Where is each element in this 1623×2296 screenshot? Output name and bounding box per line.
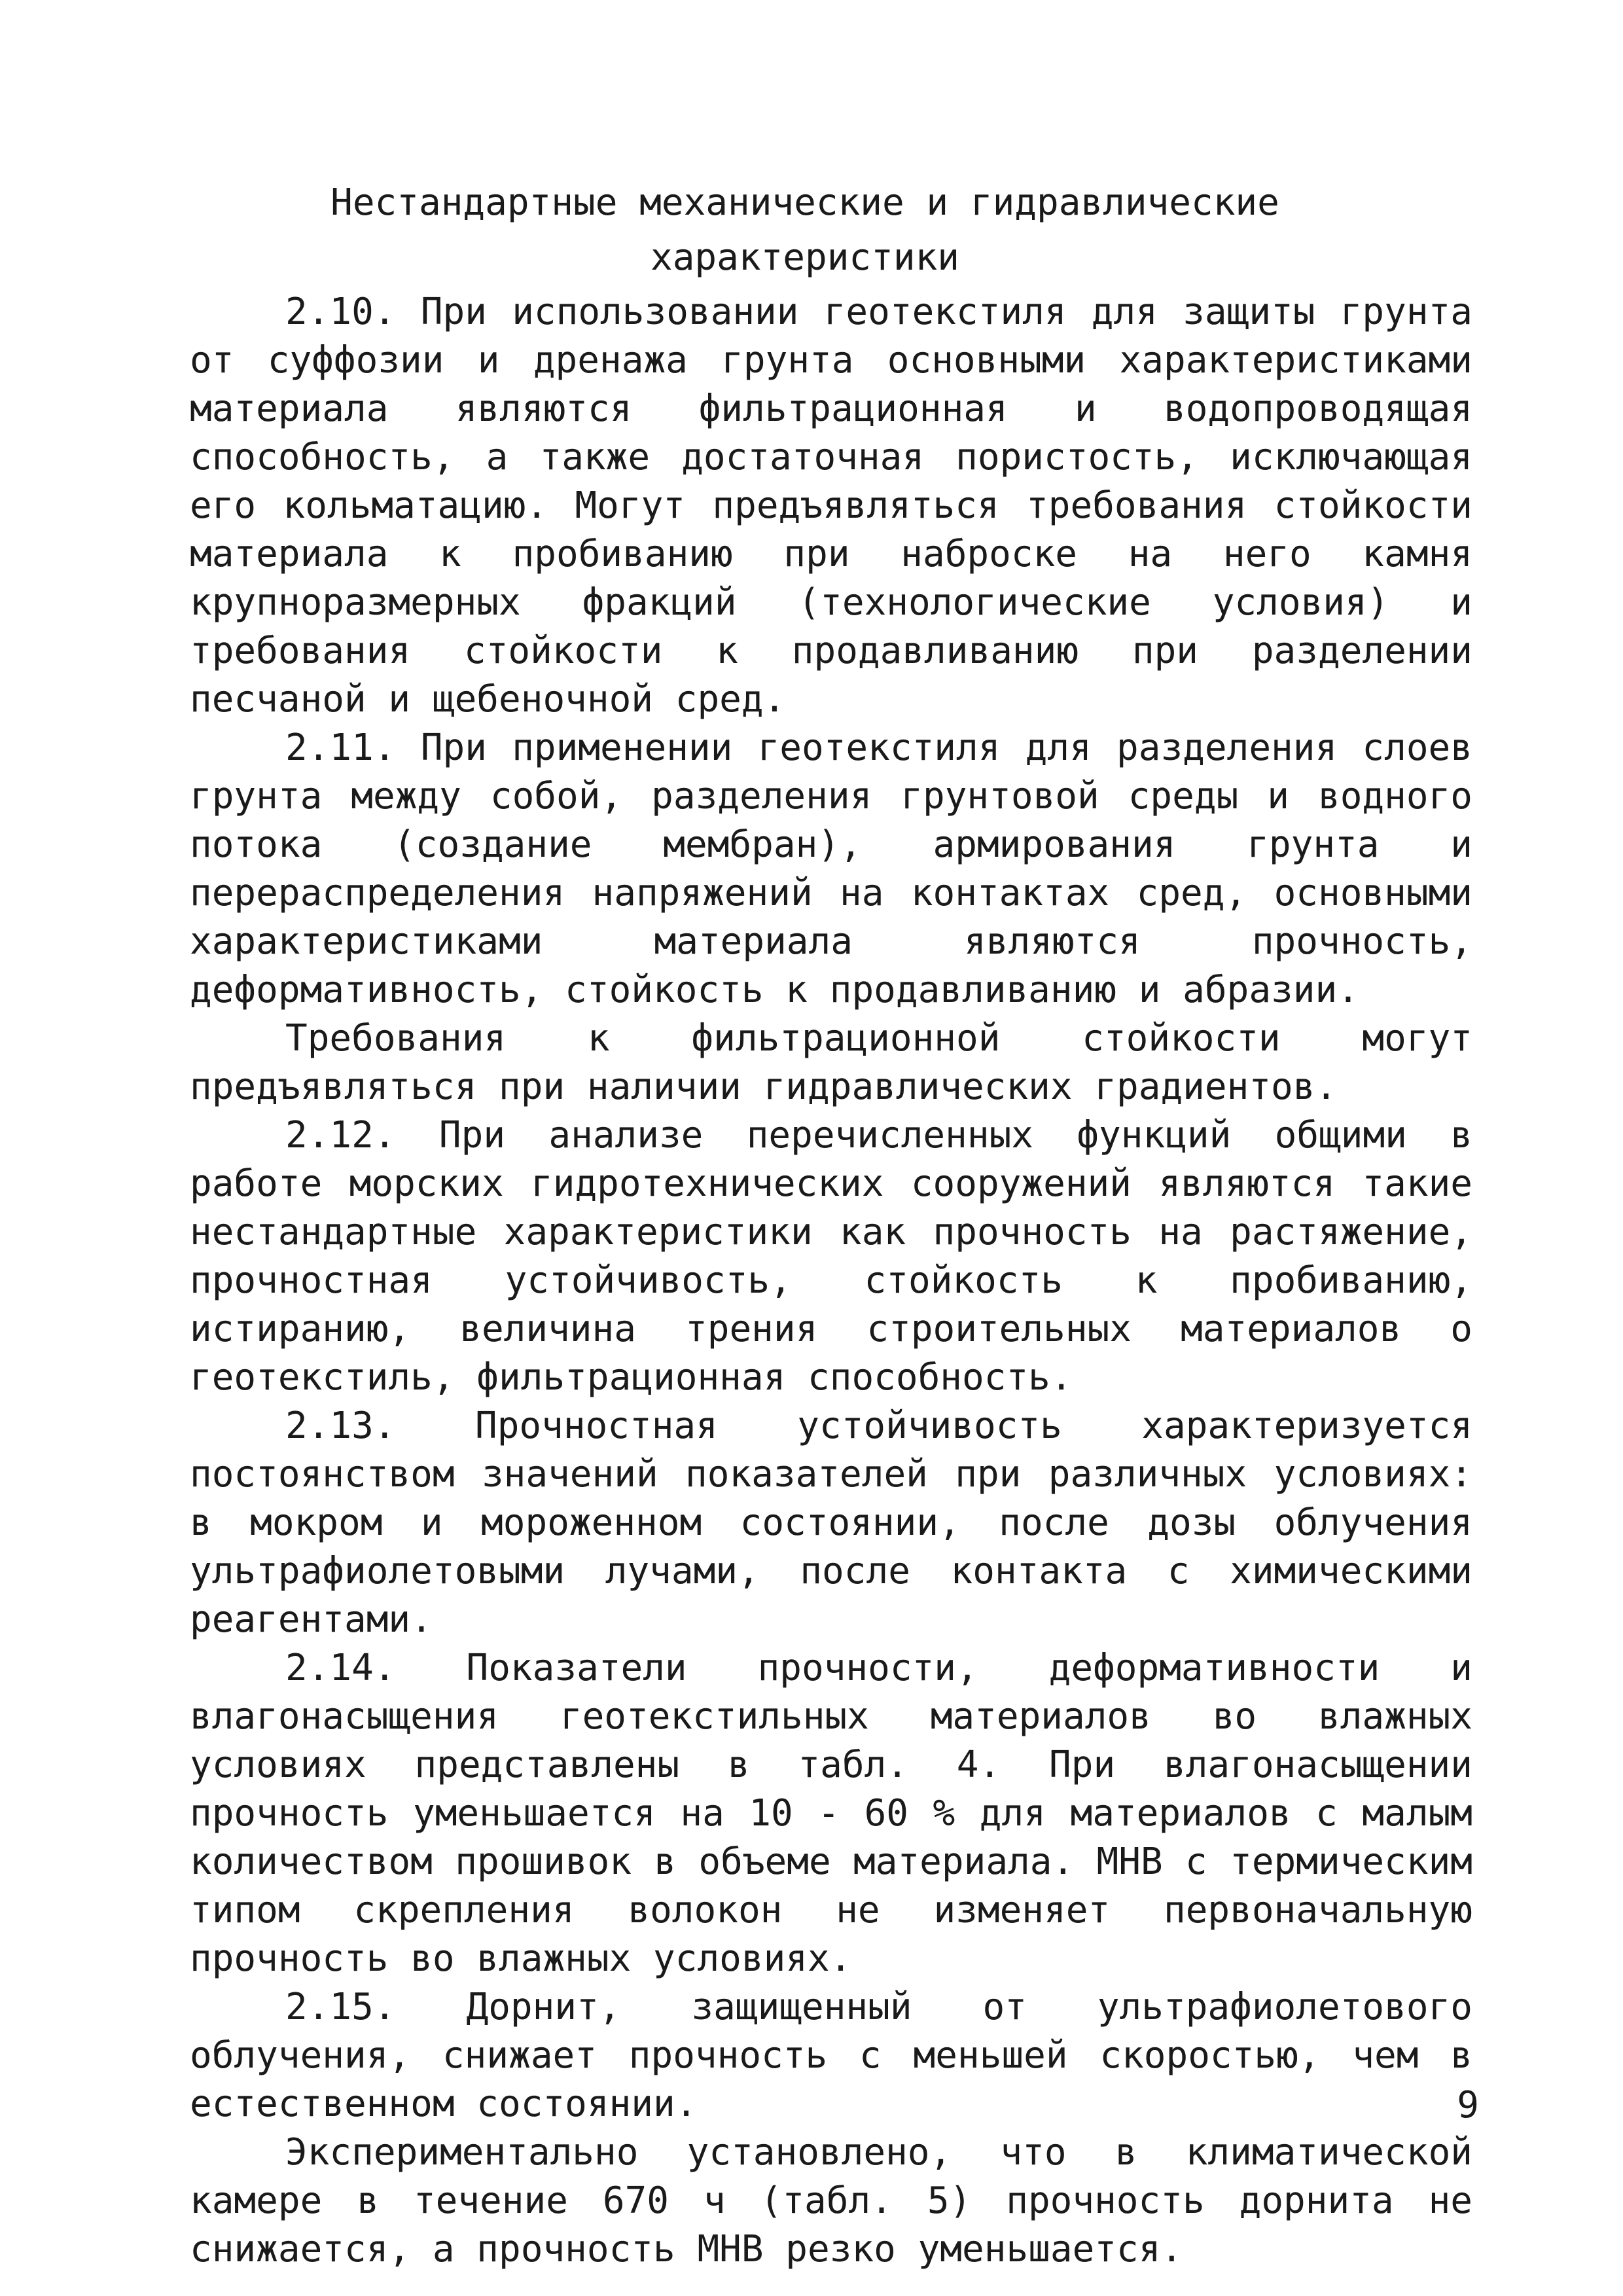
paragraph-2-11: [190, 724, 1472, 1014]
paragraph-2-10: [190, 288, 1472, 724]
paragraph-text: Показатели прочности, деформативности и влагонасыщения геотекстильных материалов во влажных условиях представлены в табл. 4. При влагонасыщении прочность уменьшается на 10 - 60 % для материалов с малым количеством прошивок в объеме материала. МНВ с термическим типом скрепления волокон не изменяет первоначальную прочность во влажных условиях.: [190, 1647, 1472, 1980]
section-title-line-2: характеристики: [650, 236, 959, 279]
paragraph-text: Прочностная устойчивость характеризуется постоянством значений показателей при различных условиях: в мокром и мороженном состоянии, после дозы облучения ультрафиолетовыми лучами, после контакта с химическими реагентами.: [190, 1405, 1472, 1641]
paragraph-2-13: [190, 1402, 1472, 1644]
paragraph-2-12: [190, 1111, 1472, 1402]
paragraph-number: 2.15.: [285, 1986, 396, 2028]
section-title: [196, 175, 1414, 285]
page-number: 9: [1457, 2084, 1479, 2126]
paragraph-number: 2.10.: [285, 291, 396, 333]
paragraph-2-14: [190, 1644, 1472, 1983]
paragraph-text: Требования к фильтрационной стойкости могут предъявляться при наличии гидравлических градиентов.: [190, 1017, 1472, 1108]
paragraph-2-15: [190, 1983, 1472, 2128]
paragraph-number: 2.11.: [285, 726, 396, 769]
paragraph-filtration-requirements: [190, 1014, 1472, 1111]
paragraph-text: При использовании геотекстиля для защиты грунта от суффозии и дренажа грунта основными характеристиками материала являются фильтрационная и водопроводящая способность, а также достаточная пористость, исключающая его кольматацию. Могут предъявляться требования стойкости материала к пробиванию при наброске на него камня крупноразмерных фракций (технологические условия) и требования стойкости к продавливанию при разделении песчаной и щебеночной сред.: [190, 291, 1472, 721]
body-text: [190, 288, 1472, 2274]
paragraph-number: 2.14.: [285, 1647, 396, 1689]
section-title-line-1: Нестандартные механические и гидравлические: [330, 181, 1279, 224]
paragraph-experimental-result: [190, 2128, 1472, 2274]
paragraph-text: Экспериментально установлено, что в климатической камере в течение 670 ч (табл. 5) прочность дорнита не снижается, а прочность МНВ резко уменьшается.: [190, 2131, 1472, 2270]
paragraph-text: При анализе перечисленных функций общими в работе морских гидротехнических сооружений являются такие нестандартные характеристики как прочность на растяжение, прочностная устойчивость, стойкость к пробиванию, истиранию, величина трения строительных материалов о геотекстиль, фильтрационная способность.: [190, 1114, 1472, 1399]
paragraph-text: Дорнит, защищенный от ультрафиолетового облучения, снижает прочность с меньшей скоростью, чем в естественном состоянии.: [190, 1986, 1472, 2125]
paragraph-text: При применении геотекстиля для разделения слоев грунта между собой, разделения грунтовой среды и водного потока (создание мембран), армирования грунта и перераспределения напряжений на контактах сред, основными характеристиками материала являются прочность, деформативность, стойкость к продавливанию и абразии.: [190, 726, 1472, 1011]
paragraph-number: 2.12.: [285, 1114, 396, 1157]
paragraph-number: 2.13.: [285, 1405, 396, 1447]
